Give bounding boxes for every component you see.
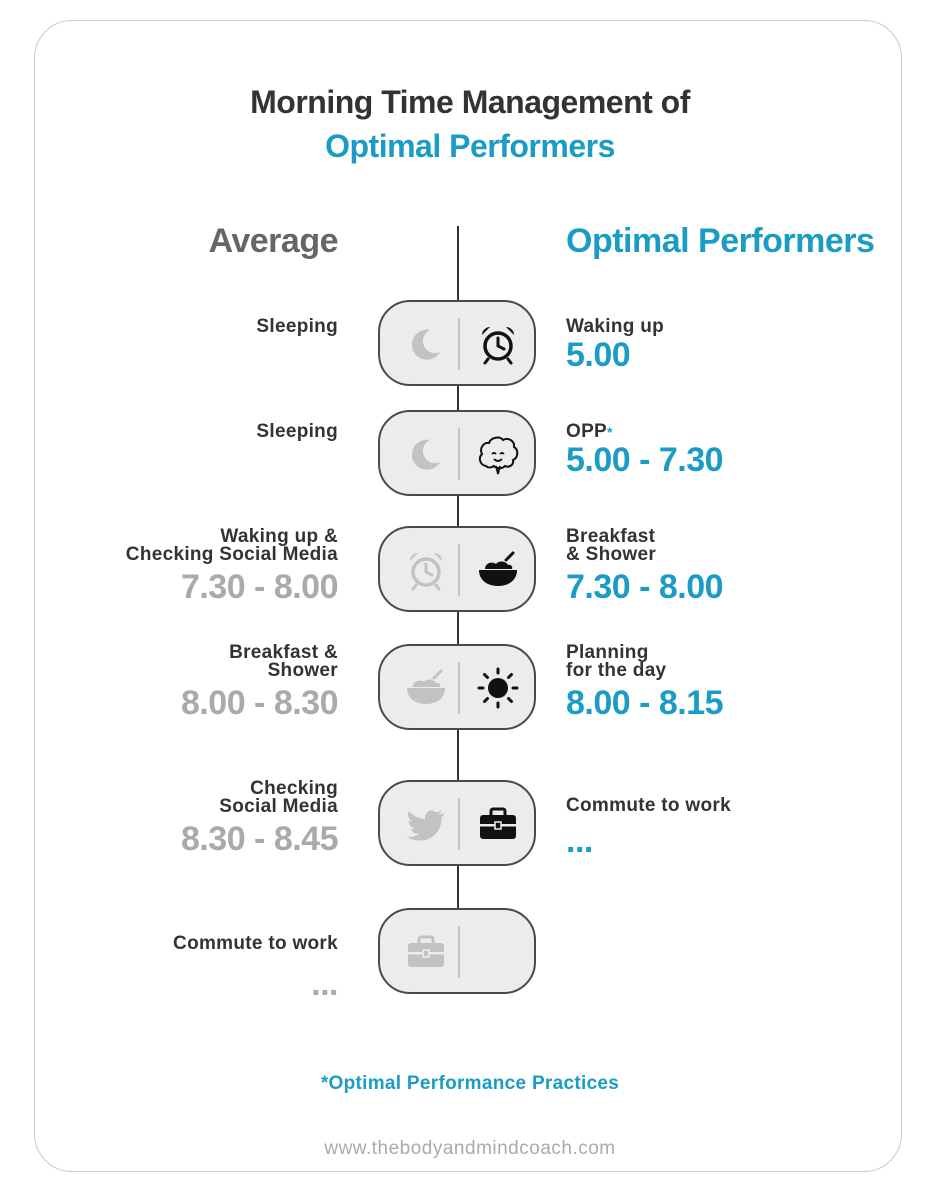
row-6-left-label: Commute to work xyxy=(173,933,338,954)
row-2-left-label: Sleeping xyxy=(256,421,338,442)
bowl-icon xyxy=(476,548,520,592)
column-heading-optimal: Optimal Performers xyxy=(566,222,875,260)
row-2-right-time: 5.00 - 7.30 xyxy=(566,441,724,479)
pill-divider xyxy=(458,662,460,714)
row-5-left-time: 8.30 - 8.45 xyxy=(180,820,338,858)
row-1-pill xyxy=(378,300,536,386)
row-2-right-label: OPP* xyxy=(566,421,613,442)
pill-divider xyxy=(458,798,460,850)
briefcase-icon xyxy=(476,802,520,846)
row-1-right-time: 5.00 xyxy=(566,336,631,374)
row-3-right-time: 7.30 - 8.00 xyxy=(566,568,724,606)
pill-divider xyxy=(458,318,460,370)
row-4-left-time: 8.00 - 8.30 xyxy=(180,684,338,722)
moon-icon xyxy=(404,432,448,476)
row-1-left-label: Sleeping xyxy=(256,316,338,337)
row-4-left-label: Breakfast & Shower xyxy=(229,642,338,681)
row-3-pill xyxy=(378,526,536,612)
website-url: www.thebodyandmindcoach.com xyxy=(324,1138,616,1159)
title-line-1: Morning Time Management of xyxy=(250,84,690,120)
row-5-left-label: Checking Social Media xyxy=(219,778,338,817)
row-4-pill xyxy=(378,644,536,730)
pill-divider xyxy=(458,926,460,978)
column-heading-average: Average xyxy=(208,222,338,260)
row-4-right-label: Planning for the day xyxy=(566,642,667,681)
footnote: *Optimal Performance Practices xyxy=(320,1073,620,1094)
row-6-left-time: ... xyxy=(311,965,338,1003)
row-5-right-time: ... xyxy=(566,822,593,860)
pill-divider xyxy=(458,544,460,596)
row-6-pill xyxy=(378,908,536,994)
bowl-icon xyxy=(404,666,448,710)
row-3-left-time: 7.30 - 8.00 xyxy=(180,568,338,606)
row-2-pill xyxy=(378,410,536,496)
row-5-right-label: Commute to work xyxy=(566,795,731,816)
alarm-clock-icon xyxy=(404,548,448,592)
brain-cloud-icon xyxy=(476,432,520,476)
pill-divider xyxy=(458,428,460,480)
row-5-pill xyxy=(378,780,536,866)
alarm-clock-icon xyxy=(476,322,520,366)
moon-icon xyxy=(404,322,448,366)
row-4-right-time: 8.00 - 8.15 xyxy=(566,684,724,722)
row-3-right-label: Breakfast & Shower xyxy=(566,526,657,565)
row-3-left-label: Waking up & Checking Social Media xyxy=(125,526,338,565)
opp-asterisk: * xyxy=(607,424,613,440)
briefcase-icon xyxy=(404,930,448,974)
title-line-2: Optimal Performers xyxy=(325,128,615,164)
twitter-bird-icon xyxy=(404,802,448,846)
sun-icon xyxy=(476,666,520,710)
row-1-right-label: Waking up xyxy=(566,316,665,337)
